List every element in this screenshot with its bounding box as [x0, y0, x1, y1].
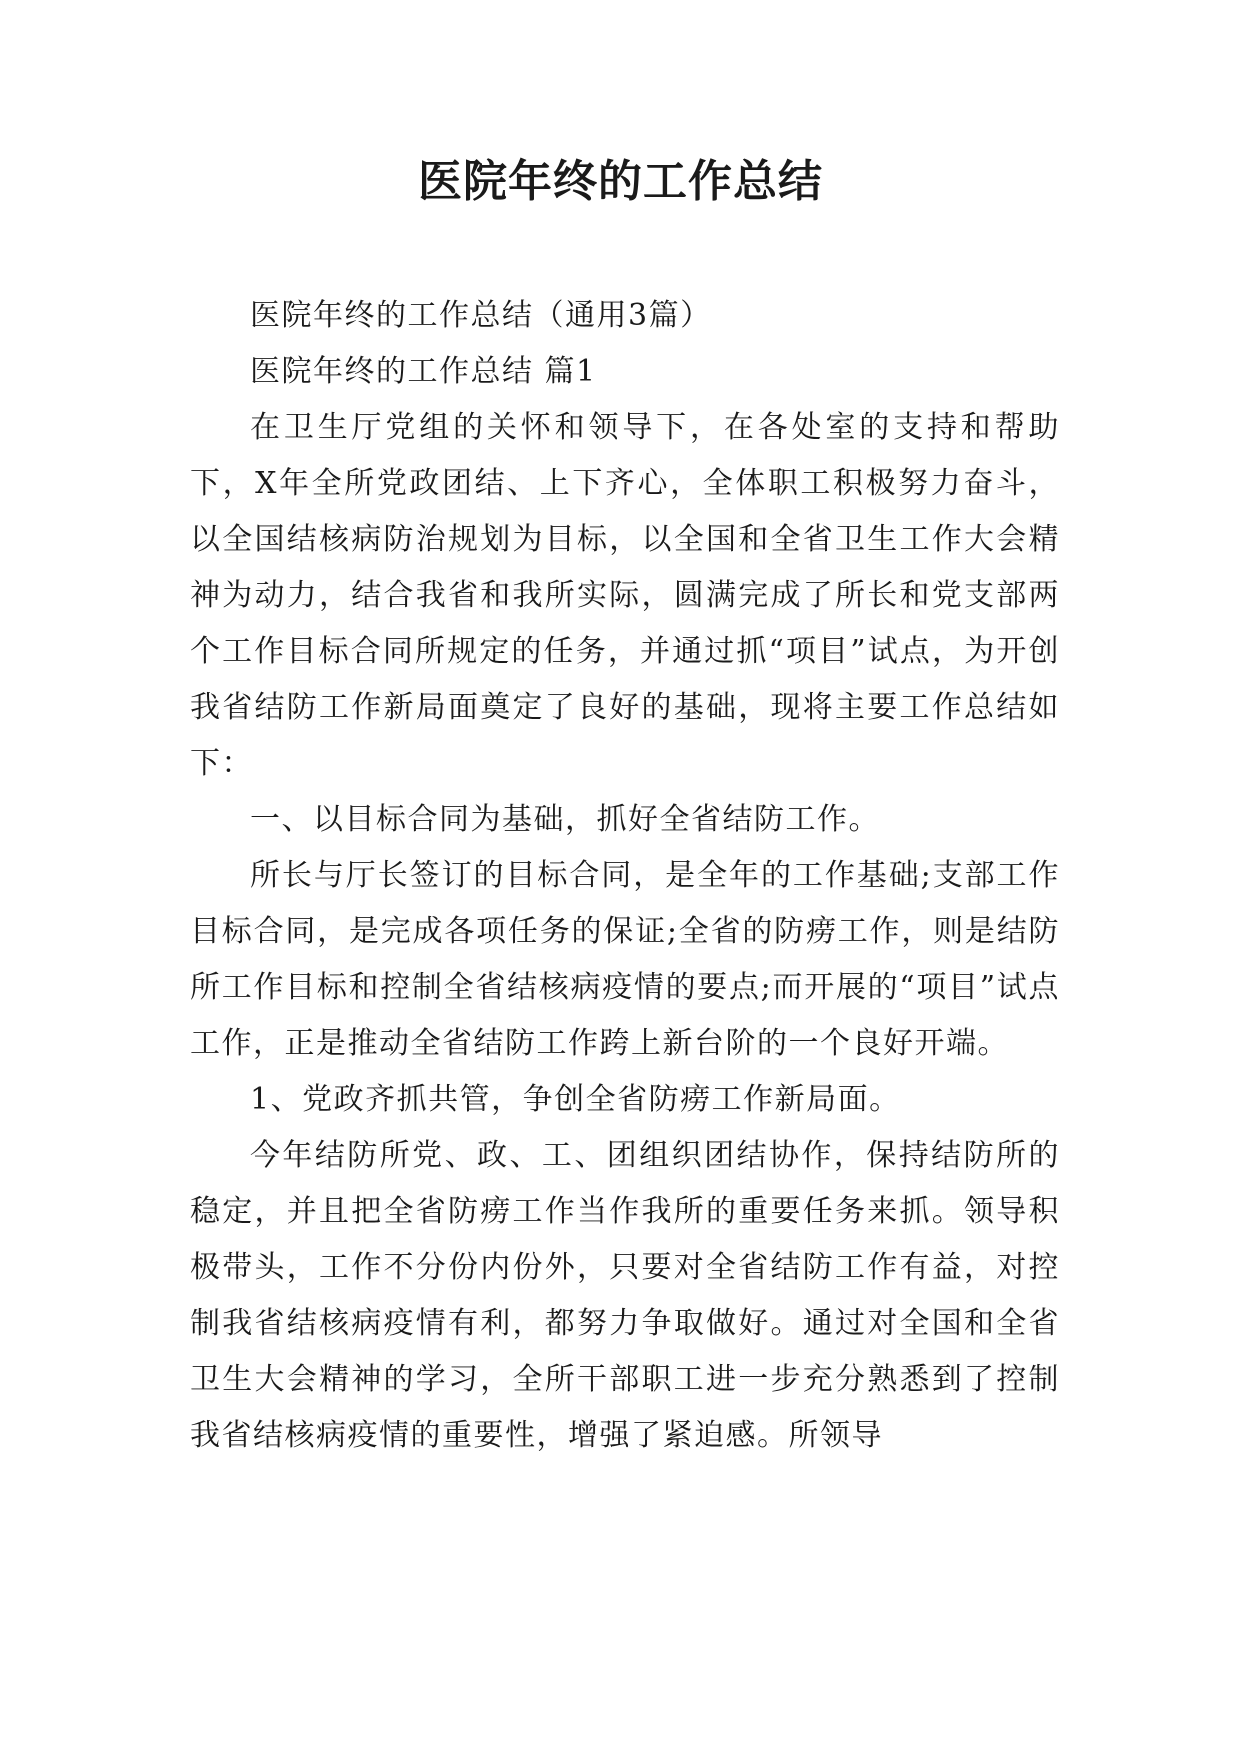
paragraph-subtitle: 医院年终的工作总结（通用3篇）	[250, 298, 712, 333]
document-title: 医院年终的工作总结	[418, 156, 823, 207]
paragraph-subheading-one: 1、党政齐抓共管，争创全省防痨工作新局面。	[250, 1082, 901, 1117]
paragraph-cooperation: 今年结防所党、政、工、团组织团结协作，保持结防所的稳定，并且把全省防痨工作当作我所的重要任务来抓。领导积极带头，工作不分份内份外，只要对全省结防工作有益，对控制我省结核病疫情有利，都努力争取做好。通过对全国和全省卫生大会精神的学习，全所干部职工进一步充分熟悉到了控制我省结核病疫情的重要性，增强了紧迫感。所领导	[190, 1138, 1060, 1453]
paragraph-heading-one: 一、以目标合同为基础，抓好全省结防工作。	[250, 802, 880, 837]
paragraph-section-heading: 医院年终的工作总结 篇1	[250, 354, 597, 389]
paragraph-intro: 在卫生厅党组的关怀和领导下，在各处室的支持和帮助下，X年全所党政团结、上下齐心，全体职工积极努力奋斗，以全国结核病防治规划为目标，以全国和全省卫生工作大会精神为动力，结合我省和我所实际，圆满完成了所长和党支部两个工作目标合同所规定的任务，并通过抓“项目”试点，为开创我省结防工作新局面奠定了良好的基础，现将主要工作总结如下：	[190, 410, 1060, 781]
document-body	[190, 288, 1060, 1464]
paragraph-target-contracts: 所长与厅长签订的目标合同，是全年的工作基础;支部工作目标合同，是完成各项任务的保证;全省的防痨工作，则是结防所工作目标和控制全省结核病疫情的要点;而开展的“项目”试点工作，正是推动全省结防工作跨上新台阶的一个良好开端。	[190, 858, 1060, 1061]
